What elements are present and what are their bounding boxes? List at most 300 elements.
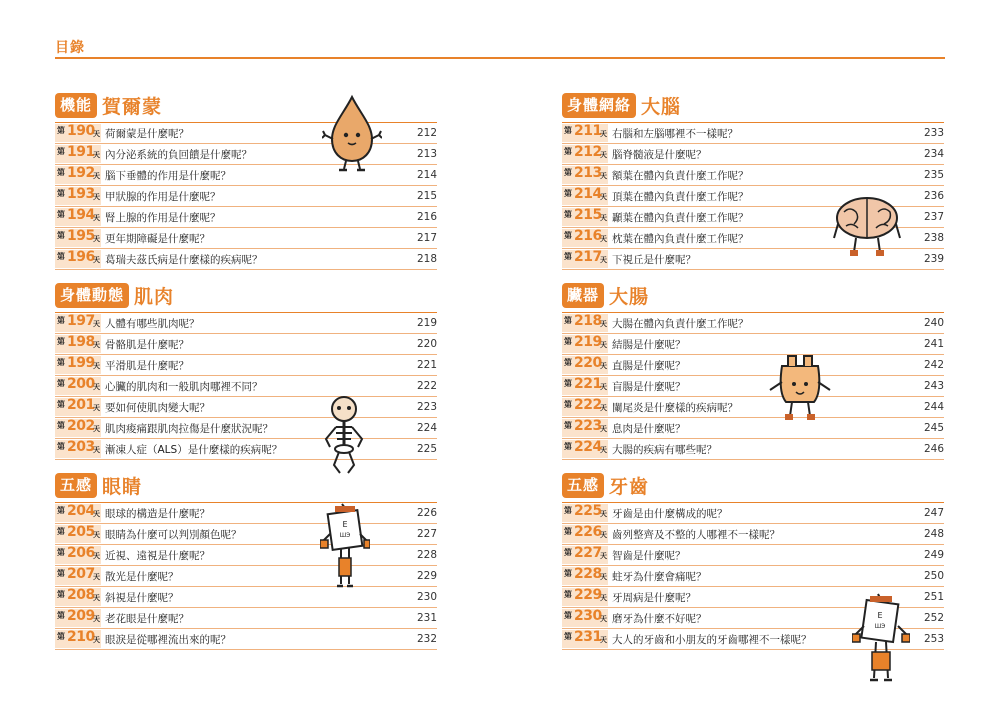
entry-question: 闌尾炎是什麼樣的疾病呢？ — [612, 401, 738, 414]
day-suffix: 天 — [600, 130, 607, 138]
entry-question: 眼睛為什麼可以判別顏色呢？ — [105, 528, 242, 541]
day-prefix: 第 — [57, 421, 65, 430]
day-prefix: 第 — [564, 168, 572, 177]
entry-page-number: 219 — [416, 317, 437, 329]
entry-page-number: 253 — [923, 633, 944, 645]
entry-question: 頂葉在體內負責什麼工作呢？ — [612, 190, 749, 203]
day-prefix: 第 — [564, 421, 572, 430]
entry-page-number: 239 — [923, 253, 944, 265]
day-prefix: 第 — [57, 632, 65, 641]
day-number: 225 — [574, 503, 602, 519]
entry-page-number: 232 — [416, 633, 437, 645]
toc-row[interactable] — [562, 355, 944, 376]
day-suffix: 天 — [93, 193, 100, 201]
day-suffix: 天 — [600, 425, 607, 433]
entry-page-number: 234 — [923, 148, 944, 160]
entry-question: 人體有哪些肌肉呢？ — [105, 317, 200, 330]
entry-question: 老花眼是什麼呢？ — [105, 612, 189, 625]
day-number: 206 — [67, 545, 95, 561]
day-prefix: 第 — [57, 590, 65, 599]
day-badge — [55, 166, 101, 184]
entry-page-number: 237 — [923, 211, 944, 223]
entry-page-number: 220 — [416, 338, 437, 350]
toc-section — [562, 282, 944, 460]
day-number: 229 — [574, 587, 602, 603]
day-number: 216 — [574, 228, 602, 244]
day-suffix: 天 — [600, 383, 607, 391]
entry-page-number: 238 — [923, 232, 944, 244]
section-title: 眼睛 — [102, 476, 143, 498]
tooth-chart-character-icon — [852, 590, 910, 686]
day-badge — [562, 630, 608, 648]
day-prefix: 第 — [57, 548, 65, 557]
entry-page-number: 214 — [416, 169, 437, 181]
day-prefix: 第 — [57, 337, 65, 346]
day-number: 222 — [574, 397, 602, 413]
day-suffix: 天 — [600, 151, 607, 159]
entry-question: 顳葉在體內負責什麼工作呢？ — [612, 211, 749, 224]
toc-row[interactable] — [562, 503, 944, 524]
entry-page-number: 244 — [923, 401, 944, 413]
day-prefix: 第 — [57, 442, 65, 451]
toc-rows — [55, 312, 437, 460]
day-number: 228 — [574, 566, 602, 582]
entry-question: 要如何使肌肉變大呢？ — [105, 401, 210, 414]
skeleton-character-icon — [322, 395, 366, 477]
day-suffix: 天 — [93, 151, 100, 159]
day-suffix: 天 — [93, 383, 100, 391]
toc-row[interactable] — [55, 228, 437, 249]
day-badge — [55, 208, 101, 226]
day-prefix: 第 — [564, 569, 572, 578]
day-number: 214 — [574, 186, 602, 202]
entry-page-number: 236 — [923, 190, 944, 202]
day-prefix: 第 — [564, 358, 572, 367]
day-prefix: 第 — [57, 210, 65, 219]
day-badge — [562, 124, 608, 142]
day-number: 190 — [67, 123, 95, 139]
svg-text:E: E — [877, 611, 883, 620]
entry-page-number: 241 — [923, 338, 944, 350]
entry-question: 大腸在體內負責什麼工作呢？ — [612, 317, 749, 330]
day-suffix: 天 — [93, 362, 100, 370]
day-number: 199 — [67, 355, 95, 371]
day-suffix: 天 — [600, 510, 607, 518]
day-badge — [562, 546, 608, 564]
section-tag: 身體動態 — [55, 283, 129, 308]
day-prefix: 第 — [57, 189, 65, 198]
day-prefix: 第 — [564, 189, 572, 198]
day-prefix: 第 — [57, 569, 65, 578]
entry-question: 右腦和左腦哪裡不一樣呢？ — [612, 127, 738, 140]
toc-row[interactable] — [562, 566, 944, 587]
entry-question: 牙齒是由什麼構成的呢？ — [612, 507, 728, 520]
day-number: 231 — [574, 629, 602, 645]
entry-page-number: 225 — [416, 443, 437, 455]
toc-row[interactable] — [562, 418, 944, 439]
toc-row[interactable] — [562, 144, 944, 165]
day-number: 212 — [574, 144, 602, 160]
entry-page-number: 252 — [923, 612, 944, 624]
toc-row[interactable] — [55, 313, 437, 334]
entry-page-number: 250 — [923, 570, 944, 582]
day-prefix: 第 — [57, 316, 65, 325]
entry-page-number: 213 — [416, 148, 437, 160]
day-number: 191 — [67, 144, 95, 160]
day-number: 221 — [574, 376, 602, 392]
day-badge — [562, 187, 608, 205]
day-badge — [562, 504, 608, 522]
entry-question: 大腸的疾病有哪些呢？ — [612, 443, 717, 456]
day-suffix: 天 — [93, 256, 100, 264]
entry-page-number: 226 — [416, 507, 437, 519]
entry-question: 荷爾蒙是什麼呢？ — [105, 127, 189, 140]
toc-row[interactable] — [55, 608, 437, 629]
toc-row[interactable] — [562, 313, 944, 334]
day-prefix: 第 — [57, 358, 65, 367]
day-number: 226 — [574, 524, 602, 540]
entry-question: 齒列整齊及不整的人哪裡不一樣呢？ — [612, 528, 780, 541]
day-prefix: 第 — [57, 252, 65, 261]
toc-row[interactable] — [55, 629, 437, 650]
toc-row[interactable] — [55, 524, 437, 545]
day-number: 198 — [67, 334, 95, 350]
entry-question: 盲腸是什麼呢？ — [612, 380, 686, 393]
day-badge — [55, 250, 101, 268]
day-number: 209 — [67, 608, 95, 624]
day-prefix: 第 — [57, 527, 65, 536]
entry-question: 蛀牙為什麼會痛呢？ — [612, 570, 707, 583]
entry-question: 眼淚是從哪裡流出來的呢？ — [105, 633, 231, 646]
entry-question: 更年期障礙是什麼呢？ — [105, 232, 210, 245]
day-badge — [55, 335, 101, 353]
day-suffix: 天 — [93, 594, 100, 602]
entry-question: 肌肉痠痛跟肌肉拉傷是什麼狀況呢？ — [105, 422, 273, 435]
day-suffix: 天 — [600, 341, 607, 349]
day-number: 195 — [67, 228, 95, 244]
section-tag: 機能 — [55, 93, 97, 118]
day-prefix: 第 — [564, 527, 572, 536]
entry-question: 牙周病是什麼呢？ — [612, 591, 696, 604]
day-prefix: 第 — [564, 611, 572, 620]
toc-row[interactable] — [562, 524, 944, 545]
entry-page-number: 235 — [923, 169, 944, 181]
toc-row[interactable] — [55, 334, 437, 355]
toc-row[interactable] — [55, 439, 437, 460]
entry-question: 平滑肌是什麼呢？ — [105, 359, 189, 372]
day-number: 208 — [67, 587, 95, 603]
day-suffix: 天 — [93, 446, 100, 454]
day-suffix: 天 — [600, 573, 607, 581]
entry-page-number: 243 — [923, 380, 944, 392]
day-number: 219 — [574, 334, 602, 350]
entry-question: 磨牙為什麼不好呢？ — [612, 612, 707, 625]
toc-row[interactable] — [562, 334, 944, 355]
day-badge — [562, 567, 608, 585]
section-title: 牙齒 — [609, 476, 650, 498]
day-number: 224 — [574, 439, 602, 455]
section-title: 大腸 — [609, 286, 650, 308]
day-badge — [55, 124, 101, 142]
section-header — [562, 282, 944, 309]
entry-page-number: 249 — [923, 549, 944, 561]
intestine-character-icon — [768, 352, 832, 424]
section-header — [562, 92, 944, 119]
entry-page-number: 233 — [923, 127, 944, 139]
toc-rows — [562, 312, 944, 460]
day-number: 204 — [67, 503, 95, 519]
day-number: 218 — [574, 313, 602, 329]
svg-text:ШЭ: ШЭ — [339, 532, 351, 539]
entry-question: 漸凍人症（ALS）是什麼樣的疾病呢？ — [105, 443, 283, 456]
entry-question: 散光是什麼呢？ — [105, 570, 179, 583]
day-badge — [562, 398, 608, 416]
day-suffix: 天 — [600, 193, 607, 201]
toc-row[interactable] — [55, 397, 437, 418]
section-header — [55, 472, 437, 499]
day-number: 192 — [67, 165, 95, 181]
day-badge — [562, 335, 608, 353]
entry-question: 心臟的肌肉和一般肌肉哪裡不同？ — [105, 380, 263, 393]
day-number: 202 — [67, 418, 95, 434]
page-header-title: 目錄 — [55, 40, 85, 56]
day-badge — [55, 525, 101, 543]
day-prefix: 第 — [564, 590, 572, 599]
day-badge — [55, 229, 101, 247]
day-badge — [562, 314, 608, 332]
section-header — [55, 282, 437, 309]
day-prefix: 第 — [564, 337, 572, 346]
day-number: 227 — [574, 545, 602, 561]
day-prefix: 第 — [57, 147, 65, 156]
day-number: 210 — [67, 629, 95, 645]
toc-row[interactable] — [55, 249, 437, 270]
entry-question: 眼球的構造是什麼呢？ — [105, 507, 210, 520]
entry-page-number: 224 — [416, 422, 437, 434]
day-badge — [55, 440, 101, 458]
entry-question: 葛瑞夫茲氏病是什麼樣的疾病呢？ — [105, 253, 263, 266]
entry-question: 枕葉在體內負責什麼工作呢？ — [612, 232, 749, 245]
day-badge — [562, 208, 608, 226]
entry-page-number: 229 — [416, 570, 437, 582]
day-suffix: 天 — [93, 341, 100, 349]
entry-question: 大人的牙齒和小朋友的牙齒哪裡不一樣呢？ — [612, 633, 812, 646]
toc-row[interactable] — [55, 418, 437, 439]
entry-page-number: 245 — [923, 422, 944, 434]
toc-rows — [55, 502, 437, 650]
day-prefix: 第 — [57, 379, 65, 388]
entry-page-number: 217 — [416, 232, 437, 244]
section-tag: 五感 — [562, 473, 604, 498]
entry-page-number: 218 — [416, 253, 437, 265]
entry-question: 下視丘是什麼呢？ — [612, 253, 696, 266]
day-number: 223 — [574, 418, 602, 434]
day-number: 197 — [67, 313, 95, 329]
day-prefix: 第 — [564, 252, 572, 261]
day-suffix: 天 — [93, 214, 100, 222]
day-number: 207 — [67, 566, 95, 582]
entry-question: 斜視是什麼呢？ — [105, 591, 179, 604]
toc-row[interactable] — [55, 186, 437, 207]
entry-page-number: 251 — [923, 591, 944, 603]
day-badge — [55, 567, 101, 585]
day-number: 211 — [574, 123, 602, 139]
day-number: 230 — [574, 608, 602, 624]
svg-text:E: E — [342, 520, 348, 529]
toc-row[interactable] — [55, 587, 437, 608]
day-prefix: 第 — [57, 168, 65, 177]
entry-question: 腦脊髓液是什麼呢？ — [612, 148, 707, 161]
entry-page-number: 223 — [416, 401, 437, 413]
toc-row[interactable] — [55, 545, 437, 566]
entry-question: 內分泌系統的負回饋是什麼呢？ — [105, 148, 252, 161]
day-badge — [55, 356, 101, 374]
section-title: 賀爾蒙 — [102, 96, 163, 118]
day-prefix: 第 — [57, 126, 65, 135]
day-badge — [55, 419, 101, 437]
day-suffix: 天 — [93, 425, 100, 433]
entry-question: 額葉在體內負責什麼工作呢？ — [612, 169, 749, 182]
day-suffix: 天 — [93, 404, 100, 412]
day-prefix: 第 — [57, 231, 65, 240]
entry-page-number: 212 — [416, 127, 437, 139]
day-suffix: 天 — [93, 573, 100, 581]
day-suffix: 天 — [600, 256, 607, 264]
entry-page-number: 248 — [923, 528, 944, 540]
toc-row[interactable] — [55, 207, 437, 228]
day-suffix: 天 — [93, 552, 100, 560]
day-prefix: 第 — [57, 400, 65, 409]
day-number: 217 — [574, 249, 602, 265]
day-badge — [55, 398, 101, 416]
toc-row[interactable] — [55, 503, 437, 524]
entry-page-number: 240 — [923, 317, 944, 329]
day-suffix: 天 — [600, 446, 607, 454]
section-tag: 身體網絡 — [562, 93, 636, 118]
day-badge — [55, 546, 101, 564]
entry-page-number: 228 — [416, 549, 437, 561]
toc-section — [55, 282, 437, 460]
day-badge — [562, 525, 608, 543]
day-suffix: 天 — [600, 636, 607, 644]
toc-row[interactable] — [55, 355, 437, 376]
entry-page-number: 222 — [416, 380, 437, 392]
day-badge — [562, 377, 608, 395]
day-badge — [55, 504, 101, 522]
day-number: 201 — [67, 397, 95, 413]
day-badge — [562, 440, 608, 458]
toc-row[interactable] — [562, 545, 944, 566]
day-badge — [55, 187, 101, 205]
entry-question: 結腸是什麼呢？ — [612, 338, 686, 351]
day-suffix: 天 — [93, 615, 100, 623]
section-tag: 臟器 — [562, 283, 604, 308]
entry-question: 直腸是什麼呢？ — [612, 359, 686, 372]
toc-row[interactable] — [562, 123, 944, 144]
day-suffix: 天 — [93, 531, 100, 539]
entry-question: 近視、遠視是什麼呢？ — [105, 549, 210, 562]
day-prefix: 第 — [564, 548, 572, 557]
day-badge — [562, 609, 608, 627]
day-badge — [55, 145, 101, 163]
day-prefix: 第 — [564, 147, 572, 156]
section-title: 大腦 — [641, 96, 682, 118]
day-number: 203 — [67, 439, 95, 455]
day-prefix: 第 — [564, 632, 572, 641]
eye-chart-character-icon — [320, 500, 370, 592]
day-suffix: 天 — [600, 172, 607, 180]
entry-page-number: 231 — [416, 612, 437, 624]
toc-row[interactable] — [55, 376, 437, 397]
entry-page-number: 242 — [923, 359, 944, 371]
entry-page-number: 247 — [923, 507, 944, 519]
entry-page-number: 216 — [416, 211, 437, 223]
day-badge — [562, 250, 608, 268]
day-prefix: 第 — [564, 400, 572, 409]
toc-row[interactable] — [562, 397, 944, 418]
day-number: 213 — [574, 165, 602, 181]
day-suffix: 天 — [93, 235, 100, 243]
day-suffix: 天 — [93, 510, 100, 518]
hormone-drop-character-icon — [322, 93, 382, 173]
toc-row[interactable] — [562, 439, 944, 460]
section-title: 肌肉 — [134, 286, 175, 308]
svg-text:ШЭ: ШЭ — [874, 623, 886, 630]
day-badge — [562, 229, 608, 247]
day-suffix: 天 — [600, 615, 607, 623]
toc-row[interactable] — [55, 566, 437, 587]
day-suffix: 天 — [600, 594, 607, 602]
day-suffix: 天 — [600, 235, 607, 243]
day-prefix: 第 — [564, 231, 572, 240]
toc-row[interactable] — [562, 376, 944, 397]
day-number: 215 — [574, 207, 602, 223]
day-badge — [55, 630, 101, 648]
day-suffix: 天 — [93, 172, 100, 180]
entry-question: 腦下垂體的作用是什麼呢？ — [105, 169, 231, 182]
entry-question: 腎上腺的作用是什麼呢？ — [105, 211, 221, 224]
day-badge — [55, 609, 101, 627]
day-badge — [55, 377, 101, 395]
day-suffix: 天 — [600, 320, 607, 328]
brain-character-icon — [832, 194, 902, 260]
entry-page-number: 230 — [416, 591, 437, 603]
day-prefix: 第 — [564, 506, 572, 515]
day-suffix: 天 — [600, 404, 607, 412]
day-prefix: 第 — [564, 379, 572, 388]
day-suffix: 天 — [93, 130, 100, 138]
day-prefix: 第 — [564, 316, 572, 325]
entry-question: 骨骼肌是什麼呢？ — [105, 338, 189, 351]
day-number: 194 — [67, 207, 95, 223]
day-prefix: 第 — [564, 210, 572, 219]
day-prefix: 第 — [57, 611, 65, 620]
day-badge — [562, 166, 608, 184]
section-header — [562, 472, 944, 499]
toc-row[interactable] — [562, 165, 944, 186]
day-badge — [562, 145, 608, 163]
day-number: 193 — [67, 186, 95, 202]
day-prefix: 第 — [57, 506, 65, 515]
day-prefix: 第 — [564, 442, 572, 451]
day-suffix: 天 — [600, 531, 607, 539]
header-rule — [55, 57, 945, 59]
day-suffix: 天 — [600, 552, 607, 560]
entry-page-number: 227 — [416, 528, 437, 540]
day-number: 205 — [67, 524, 95, 540]
day-suffix: 天 — [600, 362, 607, 370]
entry-page-number: 215 — [416, 190, 437, 202]
